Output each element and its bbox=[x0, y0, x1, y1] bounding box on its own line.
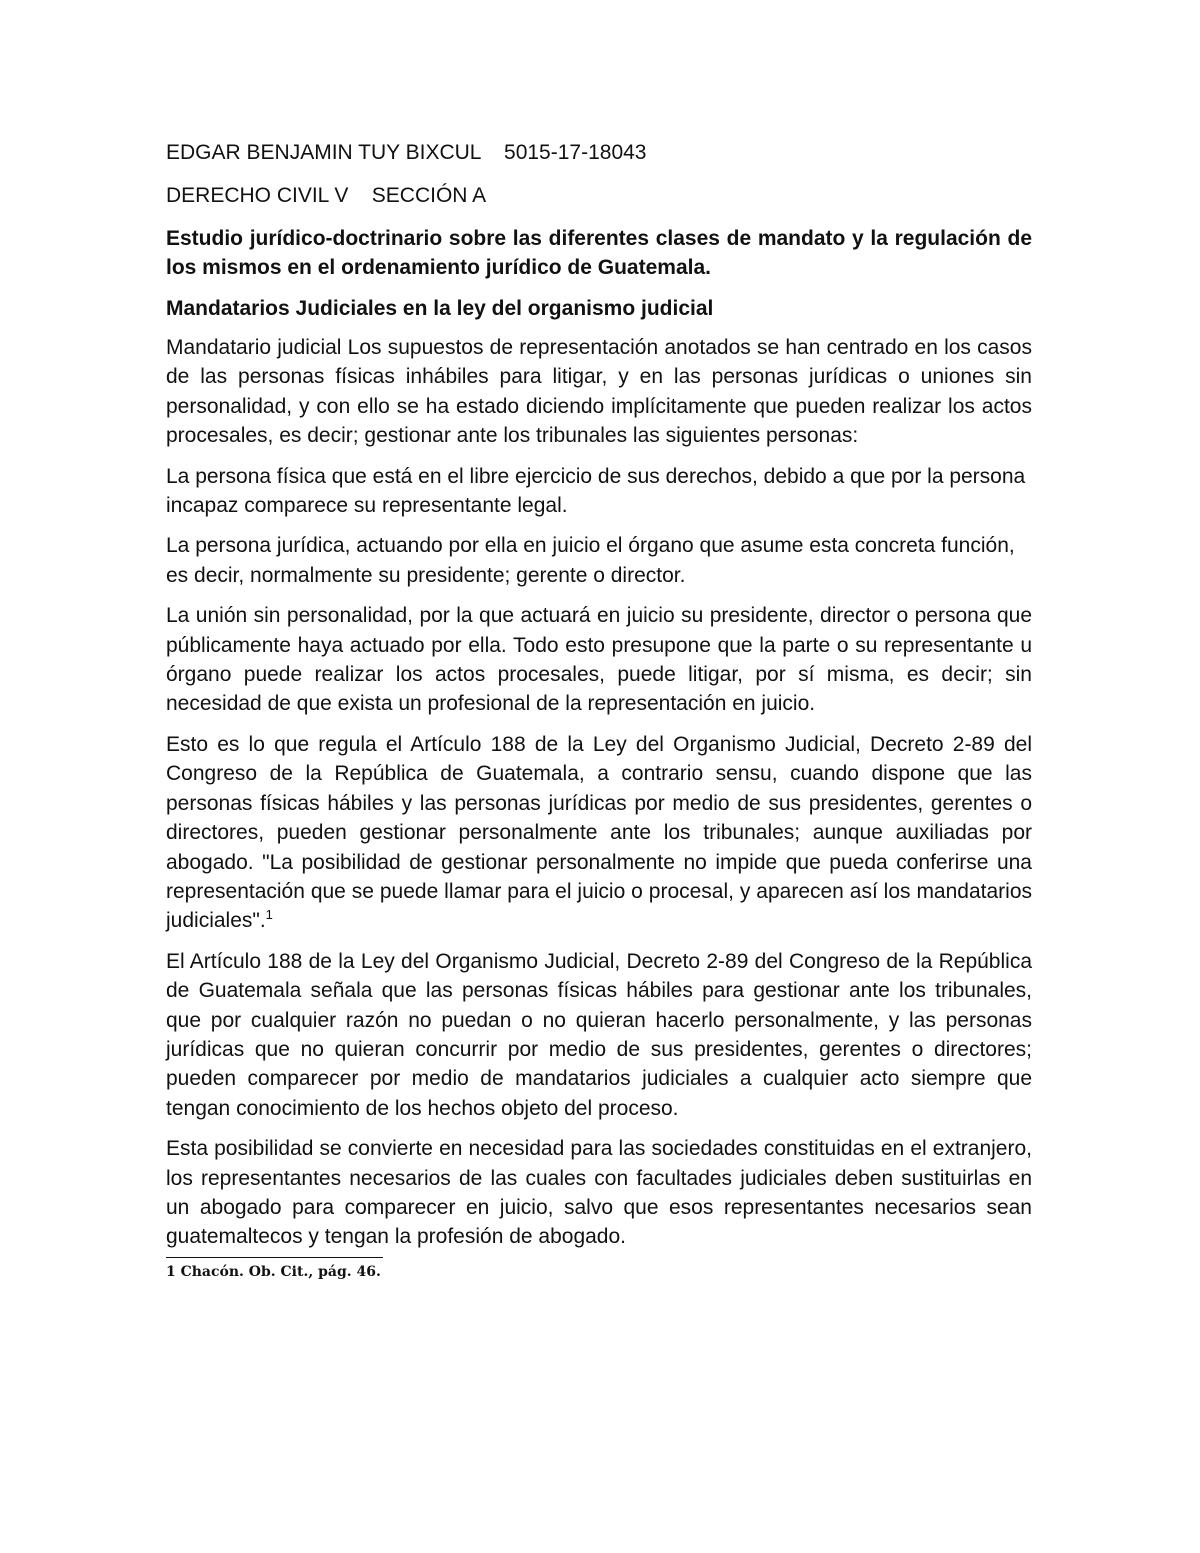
document-title: Estudio jurídico-doctrinario sobre las diferentes clases de mandato y la regulación de los mismos en el ordenamiento jurídico de Guatemala. bbox=[166, 227, 1032, 279]
paragraph-sociedades-extranjero: Esta posibilidad se convierte en necesidad para las sociedades constituidas en el extranjero, los representantes necesarios de las cuales con facultades judiciales deben sustituirlas en un abogado para comparecer en juicio, salvo que esos representantes necesarios sean guatemaltecos y tengan la profesión de abogado. bbox=[166, 1137, 1032, 1249]
footnote-reference: 1 bbox=[265, 907, 273, 923]
paragraph-union-sin-personalidad: La unión sin personalidad, por la que actuará en juicio su presidente, director o persona que públicamente haya actuado por ella. Todo esto presupone que la parte o su representante u órgano puede realizar los actos procesales, puede litigar, por sí misma, es decir; sin necesidad de que exista un profesional de la representación en juicio. bbox=[166, 604, 1032, 716]
paragraph-persona-fisica: La persona física que está en el libre ejercicio de sus derechos, debido a que por la persona incapaz comparece su representante legal. bbox=[166, 464, 1026, 518]
document-page bbox=[166, 138, 1032, 1283]
paragraph-articulo-188: El Artículo 188 de la Ley del Organismo Judicial, Decreto 2-89 del Congreso de la República de Guatemala señala que las personas físicas hábiles para gestionar ante los tribunales, que por cualquier razón no puedan o no quieran hacerlo personalmente, y las personas jurídicas que no quieran concurrir por medio de sus presidentes, gerentes o directores; pueden comparecer por medio de mandatarios judiciales a cualquier acto siempre que tengan conocimiento de los hechos objeto del proceso. bbox=[166, 949, 1032, 1120]
footnote-separator bbox=[166, 1257, 383, 1258]
footnote: 1 Chacón. Ob. Cit., pág. 46. bbox=[166, 1263, 381, 1280]
course-line: DERECHO CIVIL V SECCIÓN A bbox=[166, 184, 487, 207]
paragraph-mandatario-judicial: Mandatario judicial Los supuestos de representación anotados se han centrado en los casos de las personas físicas inhábiles para litigar, y en las personas jurídicas o uniones sin personalidad, y con ello se ha estado diciendo implícitamente que pueden realizar los actos procesales, es decir; gestionar ante los tribunales las siguientes personas: bbox=[166, 336, 1032, 448]
paragraph-articulo-188-cita-text: Esto es lo que regula el Artículo 188 de la Ley del Organismo Judicial, Decreto 2-89 del Congreso de la República de Guatemala, a contrario sensu, cuando dispone que las personas físicas hábiles y las personas jurídicas por medio de sus presidentes, gerentes o directores, pueden gestionar personalmente ante los tribunales; aunque auxiliadas por abogado. "La posibilidad de gestionar personalmente no impide que pueda conferirse una representación que se puede llamar para el juicio o procesal, y aparecen así los mandatarios judiciales". bbox=[166, 732, 1032, 933]
paragraph-persona-juridica: La persona jurídica, actuando por ella en juicio el órgano que asume esta concreta función, es decir, normalmente su presidente; gerente o director. bbox=[166, 534, 1015, 587]
author-line: EDGAR BENJAMIN TUY BIXCUL 5015-17-18043 bbox=[166, 141, 647, 164]
section-heading: Mandatarios Judiciales en la ley del organismo judicial bbox=[166, 297, 714, 320]
paragraph-articulo-188-cita bbox=[166, 730, 1032, 936]
